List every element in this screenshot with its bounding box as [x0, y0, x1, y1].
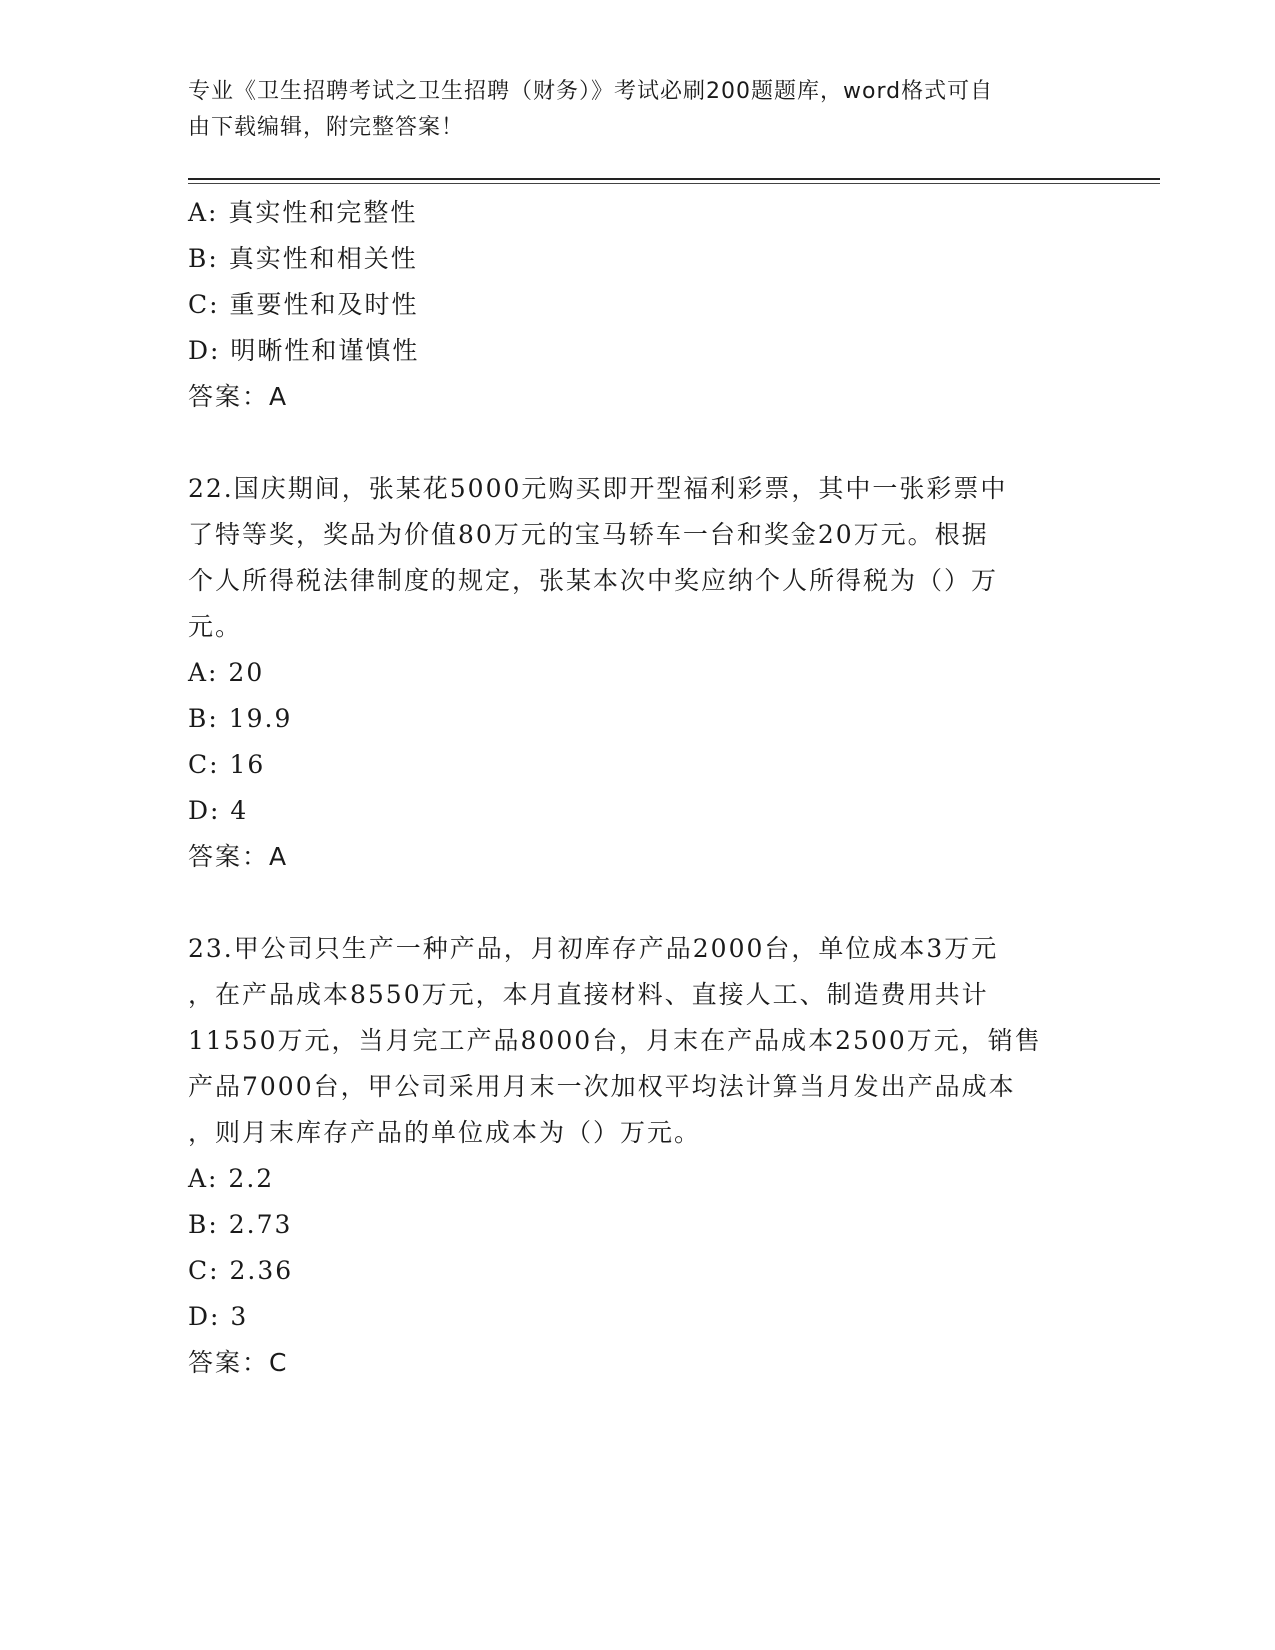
- question-22-text-line: 个人所得税法律制度的规定，张某本次中奖应纳个人所得税为（）万: [188, 566, 999, 595]
- question-22: [188, 466, 1088, 650]
- option-c: C: 16: [188, 750, 266, 779]
- option-a: A: 真实性和完整性: [188, 198, 418, 227]
- question-23-options: [188, 1156, 1088, 1340]
- option-b: B: 19.9: [188, 704, 293, 733]
- question-22-text-line: 22.国庆期间，张某花5000元购买即开型福利彩票，其中一张彩票中: [188, 474, 1008, 503]
- header-line-1: 专业《卫生招聘考试之卫生招聘（财务）》考试必刷200题题库，word格式可自: [188, 79, 994, 104]
- document-body: [188, 190, 1088, 1386]
- question-23-answer: 答案：C: [188, 1348, 289, 1377]
- question-22-text-line: 元。: [188, 612, 243, 641]
- spacer: [188, 420, 1088, 466]
- option-a: A: 2.2: [188, 1164, 275, 1193]
- option-b: B: 2.73: [188, 1210, 293, 1239]
- header-line-2: 由下载编辑，附完整答案！: [188, 115, 465, 140]
- spacer: [188, 880, 1088, 926]
- option-c: C: 重要性和及时性: [188, 290, 419, 319]
- option-d: D: 4: [188, 796, 249, 825]
- option-d: D: 明晰性和谨慎性: [188, 336, 420, 365]
- option-d: D: 3: [188, 1302, 249, 1331]
- document-header: [188, 74, 1068, 146]
- option-c: C: 2.36: [188, 1256, 294, 1285]
- question-21-options: [188, 190, 1088, 374]
- question-22-answer: 答案：A: [188, 842, 289, 871]
- question-22-text-line: 了特等奖，奖品为价值80万元的宝马轿车一台和奖金20万元。根据: [188, 520, 989, 549]
- question-23-text-line: 11550万元，当月完工产品8000台，月末在产品成本2500万元，销售: [188, 1026, 1042, 1055]
- question-23-text-line: ，在产品成本8550万元，本月直接材料、直接人工、制造费用共计: [188, 980, 989, 1009]
- question-23-text-line: ，则月末库存产品的单位成本为（）万元。: [188, 1118, 702, 1147]
- header-rule-thin: [188, 183, 1160, 184]
- question-22-options: [188, 650, 1088, 834]
- question-23-text-line: 23.甲公司只生产一种产品，月初库存产品2000台，单位成本3万元: [188, 934, 999, 963]
- header-rule-thick: [188, 178, 1160, 180]
- question-21-answer: 答案：A: [188, 382, 289, 411]
- question-23: [188, 926, 1088, 1156]
- option-b: B: 真实性和相关性: [188, 244, 418, 273]
- question-23-text-line: 产品7000台，甲公司采用月末一次加权平均法计算当月发出产品成本: [188, 1072, 1016, 1101]
- option-a: A: 20: [188, 658, 265, 687]
